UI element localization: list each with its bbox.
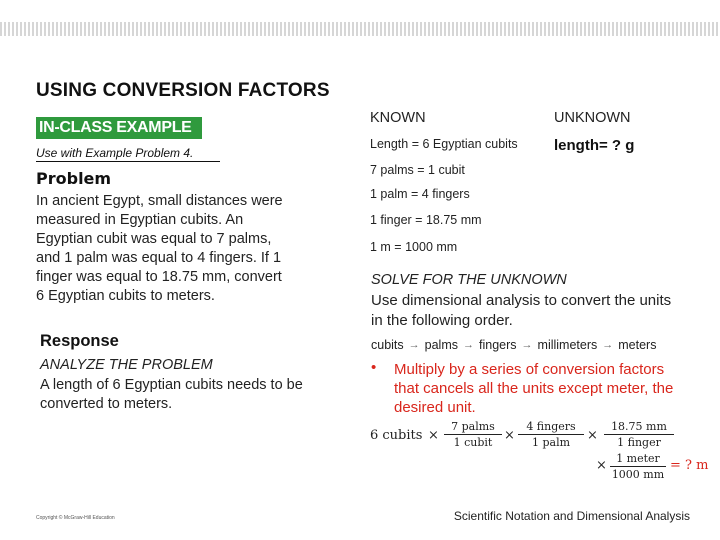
analyze-heading: ANALYZE THE PROBLEM xyxy=(40,357,213,373)
arrow-right-icon: → xyxy=(408,339,420,351)
conversion-factor xyxy=(610,452,666,481)
unknown-heading: UNKNOWN xyxy=(554,110,631,126)
in-class-example-badge: IN-CLASS EXAMPLE xyxy=(36,117,202,139)
problem-line: measured in Egyptian cubits. An xyxy=(36,212,244,228)
bullet-line: Multiply by a series of conversion factors xyxy=(394,361,665,378)
conversion-equation xyxy=(366,418,716,484)
bullet-line: desired unit. xyxy=(394,399,476,416)
fraction-bar xyxy=(444,434,502,435)
arrow-right-icon: → xyxy=(521,339,533,351)
factor-numerator: 18.75 mm xyxy=(611,420,667,433)
problem-line: In ancient Egypt, small distances were xyxy=(36,193,283,209)
times-sign: × xyxy=(428,428,439,443)
known-item: 7 palms = 1 cubit xyxy=(370,163,465,177)
conversion-factor xyxy=(604,420,674,449)
response-heading: Response xyxy=(40,332,119,350)
bullet-icon: • xyxy=(371,359,377,376)
unit-step: fingers xyxy=(479,338,517,352)
factor-numerator: 7 palms xyxy=(451,420,495,433)
solve-text xyxy=(371,291,711,331)
arrow-right-icon: → xyxy=(463,339,474,351)
bullet-line: that cancels all the units except meter, the xyxy=(394,380,674,397)
factor-denominator: 1 cubit xyxy=(453,436,493,449)
analyze-text xyxy=(40,376,340,414)
fraction-bar xyxy=(604,434,674,435)
problem-line: and 1 palm was equal to 4 fingers. If 1 xyxy=(36,250,282,266)
unit-step: meters xyxy=(618,338,657,352)
factor-numerator: 4 fingers xyxy=(526,420,576,433)
times-sign: × xyxy=(587,428,598,443)
unit-step: millimeters xyxy=(537,338,598,352)
problem-heading: Problem xyxy=(36,169,112,188)
times-sign: × xyxy=(596,458,607,473)
slide-title: USING CONVERSION FACTORS xyxy=(36,80,330,101)
known-item: 1 finger = 18.75 mm xyxy=(370,213,482,227)
known-heading: KNOWN xyxy=(370,110,426,126)
conversion-factor xyxy=(444,420,502,449)
factor-denominator: 1 finger xyxy=(617,436,661,449)
analyze-line: converted to meters. xyxy=(40,396,173,412)
analyze-line: A length of 6 Egyptian cubits needs to be xyxy=(40,377,303,393)
use-with-underline xyxy=(36,161,220,162)
solve-heading: SOLVE FOR THE UNKNOWN xyxy=(371,272,567,288)
fraction-bar xyxy=(518,434,584,435)
fraction-bar xyxy=(610,466,666,467)
footer-caption: Scientific Notation and Dimensional Analysis xyxy=(453,509,690,523)
equation-start: 6 cubits xyxy=(370,428,423,443)
equation-result: = ? m xyxy=(670,458,709,473)
top-stripe-bar xyxy=(0,22,720,36)
use-with-note: Use with Example Problem 4. xyxy=(36,146,194,160)
conversion-factor xyxy=(518,420,584,449)
bullet-text xyxy=(394,360,704,417)
known-item: 1 m = 1000 mm xyxy=(370,240,458,254)
times-sign: × xyxy=(504,428,515,443)
factor-denominator: 1 palm xyxy=(531,436,571,449)
copyright-note: Copyright © McGraw-Hill Education xyxy=(36,515,115,521)
solve-line: Use dimensional analysis to convert the units xyxy=(371,292,672,309)
factor-denominator: 1000 mm xyxy=(611,468,665,481)
unit-order xyxy=(371,336,656,354)
factor-numerator: 1 meter xyxy=(616,452,660,465)
unit-step: cubits xyxy=(371,338,404,352)
known-item: Length = 6 Egyptian cubits xyxy=(370,137,518,151)
problem-line: finger was equal to 18.75 mm, convert xyxy=(36,269,282,285)
arrow-right-icon: → xyxy=(602,339,614,351)
unit-step: palms xyxy=(424,338,458,352)
solve-line: in the following order. xyxy=(371,312,513,329)
problem-line: 6 Egyptian cubits to meters. xyxy=(36,288,215,304)
problem-line: Egyptian cubit was equal to 7 palms, xyxy=(36,231,272,247)
unknown-value: length= ? g xyxy=(554,137,635,154)
known-item: 1 palm = 4 fingers xyxy=(370,187,470,201)
problem-text xyxy=(36,192,326,306)
